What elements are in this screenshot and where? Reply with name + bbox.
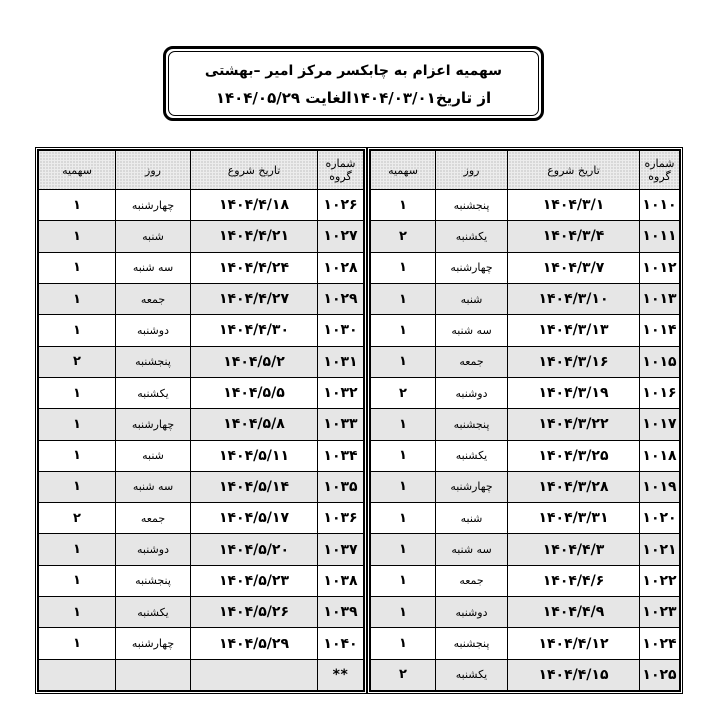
table-row xyxy=(39,252,364,283)
share-cell: ۱ xyxy=(371,503,436,534)
day-cell: پنجشنبه xyxy=(436,409,508,440)
day-cell: پنجشنبه xyxy=(436,628,508,659)
header-group-number: شماره گروه xyxy=(318,151,364,190)
start-date-cell xyxy=(191,659,318,690)
group-number-cell: ۱۰۲۷ xyxy=(318,221,364,252)
table-row xyxy=(39,440,364,471)
table-row xyxy=(371,628,680,659)
table-row xyxy=(371,346,680,377)
share-cell: ۱ xyxy=(39,628,116,659)
day-cell: چهارشنبه xyxy=(436,471,508,502)
table-row xyxy=(39,283,364,314)
header-start-date: تاریخ شروع xyxy=(508,151,640,190)
share-cell: ۱ xyxy=(371,190,436,221)
day-cell: شنبه xyxy=(116,440,191,471)
share-cell: ۱ xyxy=(39,315,116,346)
start-date-cell: ۱۴۰۴/۵/۸ xyxy=(191,409,318,440)
start-date-cell: ۱۴۰۴/۳/۴ xyxy=(508,221,640,252)
group-number-cell: ۱۰۱۰ xyxy=(640,190,680,221)
group-number-cell: ۱۰۳۷ xyxy=(318,534,364,565)
table-row xyxy=(371,377,680,408)
day-cell: دوشنبه xyxy=(116,534,191,565)
group-number-cell: ۱۰۳۸ xyxy=(318,565,364,596)
table-row xyxy=(39,409,364,440)
day-cell: پنجشنبه xyxy=(436,190,508,221)
header-day: روز xyxy=(436,151,508,190)
day-cell: چهارشنبه xyxy=(116,190,191,221)
share-cell: ۱ xyxy=(39,440,116,471)
start-date-cell: ۱۴۰۴/۳/۱۰ xyxy=(508,283,640,314)
day-cell: سه شنبه xyxy=(436,315,508,346)
header-day: روز xyxy=(116,151,191,190)
day-cell: یکشنبه xyxy=(436,221,508,252)
day-cell: دوشنبه xyxy=(436,597,508,628)
group-number-cell: ۱۰۲۹ xyxy=(318,283,364,314)
table-header-row xyxy=(39,151,364,190)
start-date-cell: ۱۴۰۴/۳/۷ xyxy=(508,252,640,283)
group-number-cell: ۱۰۴۰ xyxy=(318,628,364,659)
day-cell: شنبه xyxy=(436,283,508,314)
group-number-cell: ۱۰۳۲ xyxy=(318,377,364,408)
start-date-cell: ۱۴۰۴/۴/۱۲ xyxy=(508,628,640,659)
share-cell: ۱ xyxy=(371,628,436,659)
day-cell: شنبه xyxy=(116,221,191,252)
start-date-cell: ۱۴۰۴/۳/۱۶ xyxy=(508,346,640,377)
start-date-cell: ۱۴۰۴/۳/۲۸ xyxy=(508,471,640,502)
header-start-date: تاریخ شروع xyxy=(191,151,318,190)
group-number-cell: ۱۰۳۶ xyxy=(318,503,364,534)
share-cell xyxy=(39,659,116,690)
share-cell: ۱ xyxy=(39,565,116,596)
share-cell: ۱ xyxy=(39,597,116,628)
share-cell: ۱ xyxy=(371,315,436,346)
day-cell: سه شنبه xyxy=(116,471,191,502)
share-cell: ۱ xyxy=(39,377,116,408)
day-cell: یکشنبه xyxy=(436,659,508,690)
table-row xyxy=(39,565,364,596)
table-row xyxy=(39,628,364,659)
group-number-cell: ۱۰۲۳ xyxy=(640,597,680,628)
share-cell: ۱ xyxy=(39,283,116,314)
group-number-cell: ۱۰۱۲ xyxy=(640,252,680,283)
share-cell: ۱ xyxy=(371,283,436,314)
group-number-cell: ۱۰۱۷ xyxy=(640,409,680,440)
share-cell: ۲ xyxy=(39,346,116,377)
day-cell: یکشنبه xyxy=(116,597,191,628)
start-date-cell: ۱۴۰۴/۳/۳۱ xyxy=(508,503,640,534)
share-cell: ۱ xyxy=(371,409,436,440)
table-row xyxy=(371,440,680,471)
start-date-cell: ۱۴۰۴/۵/۲۰ xyxy=(191,534,318,565)
table-body-left xyxy=(39,190,364,691)
table-row xyxy=(371,565,680,596)
table-row xyxy=(39,346,364,377)
share-cell: ۲ xyxy=(371,659,436,690)
day-cell: جمعه xyxy=(116,283,191,314)
share-cell: ۱ xyxy=(39,534,116,565)
day-cell: چهارشنبه xyxy=(116,628,191,659)
table-row xyxy=(39,534,364,565)
share-cell: ۱ xyxy=(371,440,436,471)
table-row xyxy=(39,315,364,346)
day-cell: جمعه xyxy=(436,346,508,377)
table-row xyxy=(371,471,680,502)
start-date-cell: ۱۴۰۴/۳/۲۲ xyxy=(508,409,640,440)
group-number-cell: ۱۰۲۵ xyxy=(640,659,680,690)
share-cell: ۱ xyxy=(39,471,116,502)
group-number-cell: ۱۰۱۵ xyxy=(640,346,680,377)
title-line-2: از تاریخ۱۴۰۴/۰۳/۰۱الغایت ۱۴۰۴/۰۵/۲۹ xyxy=(215,89,492,107)
table-row xyxy=(371,221,680,252)
table-row xyxy=(39,471,364,502)
group-number-cell: ۱۰۲۱ xyxy=(640,534,680,565)
start-date-cell: ۱۴۰۴/۴/۳۰ xyxy=(191,315,318,346)
share-cell: ۱ xyxy=(39,252,116,283)
table-row xyxy=(371,597,680,628)
start-date-cell: ۱۴۰۴/۴/۲۴ xyxy=(191,252,318,283)
table-row xyxy=(39,659,364,690)
share-cell: ۱ xyxy=(39,409,116,440)
start-date-cell: ۱۴۰۴/۵/۵ xyxy=(191,377,318,408)
share-cell: ۱ xyxy=(39,190,116,221)
share-cell: ۲ xyxy=(39,503,116,534)
start-date-cell: ۱۴۰۴/۴/۳ xyxy=(508,534,640,565)
share-cell: ۱ xyxy=(371,597,436,628)
table-row xyxy=(39,597,364,628)
group-number-cell: ۱۰۳۴ xyxy=(318,440,364,471)
day-cell: چهارشنبه xyxy=(116,409,191,440)
share-cell: ۲ xyxy=(371,221,436,252)
day-cell: دوشنبه xyxy=(436,377,508,408)
group-number-cell: ۱۰۱۱ xyxy=(640,221,680,252)
group-number-cell: ۱۰۱۹ xyxy=(640,471,680,502)
start-date-cell: ۱۴۰۴/۵/۱۷ xyxy=(191,503,318,534)
day-cell: پنجشنبه xyxy=(116,346,191,377)
group-number-cell: ۱۰۳۰ xyxy=(318,315,364,346)
start-date-cell: ۱۴۰۴/۳/۱ xyxy=(508,190,640,221)
table-row xyxy=(39,190,364,221)
group-number-cell: ۱۰۳۳ xyxy=(318,409,364,440)
table-row xyxy=(371,409,680,440)
start-date-cell: ۱۴۰۴/۵/۲ xyxy=(191,346,318,377)
start-date-cell: ۱۴۰۴/۵/۱۴ xyxy=(191,471,318,502)
table-row xyxy=(371,190,680,221)
day-cell: دوشنبه xyxy=(116,315,191,346)
day-cell: پنجشنبه xyxy=(116,565,191,596)
start-date-cell: ۱۴۰۴/۴/۲۱ xyxy=(191,221,318,252)
header-group-number: شماره گروه xyxy=(640,151,680,190)
group-number-cell: ۱۰۲۸ xyxy=(318,252,364,283)
group-number-cell: ۱۰۱۸ xyxy=(640,440,680,471)
start-date-cell: ۱۴۰۴/۴/۲۷ xyxy=(191,283,318,314)
share-cell: ۱ xyxy=(39,221,116,252)
group-number-cell: ۱۰۳۵ xyxy=(318,471,364,502)
share-cell: ۱ xyxy=(371,534,436,565)
day-cell: یکشنبه xyxy=(116,377,191,408)
table-row xyxy=(371,283,680,314)
group-number-cell: ۱۰۲۲ xyxy=(640,565,680,596)
table-row xyxy=(371,503,680,534)
start-date-cell: ۱۴۰۴/۳/۱۳ xyxy=(508,315,640,346)
group-number-cell: ۱۰۳۱ xyxy=(318,346,364,377)
header-share: سهمیه xyxy=(39,151,116,190)
table-header-row xyxy=(371,151,680,190)
share-cell: ۱ xyxy=(371,471,436,502)
start-date-cell: ۱۴۰۴/۴/۹ xyxy=(508,597,640,628)
title-box xyxy=(163,46,544,121)
day-cell xyxy=(116,659,191,690)
day-cell: یکشنبه xyxy=(436,440,508,471)
table-row xyxy=(39,503,364,534)
group-number-cell: ۱۰۱۴ xyxy=(640,315,680,346)
start-date-cell: ۱۴۰۴/۵/۱۱ xyxy=(191,440,318,471)
day-cell: چهارشنبه xyxy=(436,252,508,283)
day-cell: جمعه xyxy=(116,503,191,534)
start-date-cell: ۱۴۰۴/۵/۲۹ xyxy=(191,628,318,659)
share-cell: ۱ xyxy=(371,252,436,283)
table-row xyxy=(371,315,680,346)
day-cell: شنبه xyxy=(436,503,508,534)
group-number-cell: ۱۰۱۶ xyxy=(640,377,680,408)
start-date-cell: ۱۴۰۴/۳/۲۵ xyxy=(508,440,640,471)
table-row xyxy=(39,377,364,408)
title-line-1: سهمیه اعزام به چابکسر مرکز امیر –بهشتی xyxy=(204,63,503,79)
group-number-cell: ** xyxy=(318,659,364,690)
table-row xyxy=(39,221,364,252)
table-body-right xyxy=(371,190,680,691)
day-cell: جمعه xyxy=(436,565,508,596)
group-number-cell: ۱۰۲۴ xyxy=(640,628,680,659)
day-cell: سه شنبه xyxy=(116,252,191,283)
start-date-cell: ۱۴۰۴/۳/۱۹ xyxy=(508,377,640,408)
start-date-cell: ۱۴۰۴/۴/۱۵ xyxy=(508,659,640,690)
start-date-cell: ۱۴۰۴/۴/۶ xyxy=(508,565,640,596)
start-date-cell: ۱۴۰۴/۵/۲۶ xyxy=(191,597,318,628)
table-row xyxy=(371,659,680,690)
schedule-table-left xyxy=(35,147,367,694)
group-number-cell: ۱۰۳۹ xyxy=(318,597,364,628)
share-cell: ۲ xyxy=(371,377,436,408)
table-row xyxy=(371,252,680,283)
share-cell: ۱ xyxy=(371,346,436,377)
header-share: سهمیه xyxy=(371,151,436,190)
share-cell: ۱ xyxy=(371,565,436,596)
start-date-cell: ۱۴۰۴/۵/۲۳ xyxy=(191,565,318,596)
table-row xyxy=(371,534,680,565)
schedule-table-right xyxy=(367,147,683,694)
day-cell: سه شنبه xyxy=(436,534,508,565)
group-number-cell: ۱۰۲۶ xyxy=(318,190,364,221)
start-date-cell: ۱۴۰۴/۴/۱۸ xyxy=(191,190,318,221)
group-number-cell: ۱۰۱۳ xyxy=(640,283,680,314)
group-number-cell: ۱۰۲۰ xyxy=(640,503,680,534)
